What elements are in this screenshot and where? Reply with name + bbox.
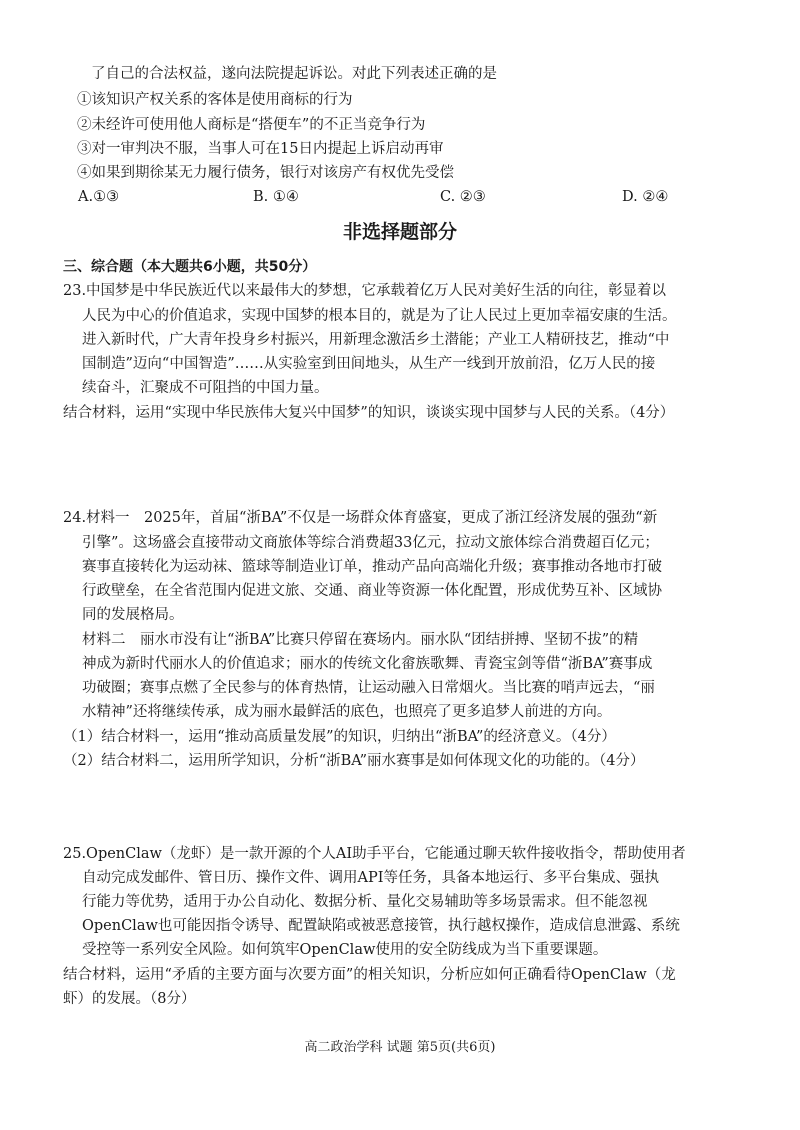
q22-stem-end: 了自己的合法权益，遂向法院提起诉讼。对此下列表述正确的是 — [91, 66, 497, 82]
q22-statement-4: ④如果到期徐某无力履行债务，银行对该房产有权优先受偿 — [77, 165, 454, 181]
section-title: 非选择题部分 — [342, 221, 457, 243]
q25-line-4: OpenClaw也可能因指令诱导、配置缺陷或被恶意接管，执行越权操作，造成信息泄露、系统 — [82, 918, 680, 934]
q24-material2-line-1: 材料二 丽水市没有让“浙BA”比赛只停留在赛场内。丽水队“团结拼搏、坚韧不拔”的精 — [82, 632, 639, 648]
q22-option-c: C. ②③ — [440, 189, 486, 205]
q23-line-4: 国制造”迈向“中国智造”……从实验室到田间地头，从生产一线到开放前沿，亿万人民的接 — [82, 356, 656, 372]
q25-question-line-2: 虾）的发展。（8分） — [63, 991, 196, 1007]
q24-material1-line-2: 引擎”。这场盛会直接带动文商旅体等综合消费超33亿元，拉动文旅体综合消费超百亿元； — [82, 535, 659, 551]
q24-material1-line-1: 24.材料一 2025年，首届“浙BA”不仅是一场群众体育盛宴，更成了浙江经济发展的强劲“新 — [63, 510, 658, 526]
q24-material2-line-4: 水精神”还将继续传承，成为丽水最鲜活的底色，也照亮了更多追梦人前进的方向。 — [82, 704, 612, 720]
q23-line-1: 23.中国梦是中华民族近代以来最伟大的梦想，它承载着亿万人民对美好生活的向往，彰显着以 — [63, 283, 667, 299]
q24-material1-line-4: 行政壁垒，在全省范围内促进文旅、交通、商业等资源一体化配置，形成优势互补、区域协 — [82, 583, 662, 599]
q24-material2-line-3: 功破圈；赛事点燃了全民参与的体育热情，让运动融入日常烟火。当比赛的哨声远去，“丽 — [82, 680, 655, 696]
q24-material2-line-2: 神成为新时代丽水人的价值追求；丽水的传统文化畲族歌舞、青瓷宝剑等借“浙BA”赛事成 — [82, 656, 653, 672]
q23-line-3: 进入新时代，广大青年投身乡村振兴，用新理念激活乡土潜能；产业工人精研技艺，推动“中 — [82, 332, 670, 348]
q22-statement-2: ②未经许可使用他人商标是“搭便车”的不正当竞争行为 — [77, 117, 426, 133]
q22-option-b: B. ①④ — [253, 189, 299, 205]
q23-line-2: 人民为中心的价值追求，实现中国梦的根本目的，就是为了让人民过上更加幸福安康的生活。 — [82, 308, 677, 324]
q25-line-2: 自动完成发邮件、管日历、操作文件、调用API等任务，具备本地运行、多平台集成、强执 — [82, 870, 659, 886]
q25-line-5: 受控等一系列安全风险。如何筑牢OpenClaw使用的安全防线成为当下重要课题。 — [82, 942, 608, 958]
q24-material1-line-5: 同的发展格局。 — [82, 607, 184, 623]
page-footer: 高二政治学科 试题 第5页(共6页) — [304, 1040, 496, 1055]
q25-line-1: 25.OpenClaw（龙虾）是一款开源的个人AI助手平台，它能通过聊天软件接收指令，帮助使用者 — [63, 846, 686, 862]
part3-heading: 三、综合题（本大题共6小题，共50分） — [63, 259, 317, 275]
q24-question-1: （1）结合材料一，运用“推动高质量发展”的知识，归纳出“浙BA”的经济意义。（4分） — [63, 729, 616, 745]
q24-question-2: （2）结合材料二，运用所学知识，分析“浙BA”丽水赛事是如何体现文化的功能的。（4分） — [63, 753, 645, 769]
q23-question: 结合材料，运用“实现中华民族伟大复兴中国梦”的知识，谈谈实现中国梦与人民的关系。（4分） — [63, 405, 675, 421]
q25-question-line-1: 结合材料，运用“矛盾的主要方面与次要方面”的相关知识，分析应如何正确看待OpenClaw（龙 — [63, 967, 676, 983]
q25-line-3: 行能力等优势，适用于办公自动化、数据分析、量化交易辅助等多场景需求。但不能忽视 — [82, 894, 648, 910]
q22-statement-3: ③对一审判决不服，当事人可在15日内提起上诉启动再审 — [77, 141, 444, 157]
q22-option-a: A.①③ — [78, 189, 120, 205]
q23-line-5: 续奋斗，汇聚成不可阻挡的中国力量。 — [82, 380, 329, 396]
q22-option-d: D. ②④ — [622, 189, 669, 205]
q22-statement-1: ①该知识产权关系的客体是使用商标的行为 — [77, 92, 353, 108]
q24-material1-line-3: 赛事直接转化为运动袜、篮球等制造业订单，推动产品向高端化升级；赛事推动各地市打破 — [82, 559, 662, 575]
